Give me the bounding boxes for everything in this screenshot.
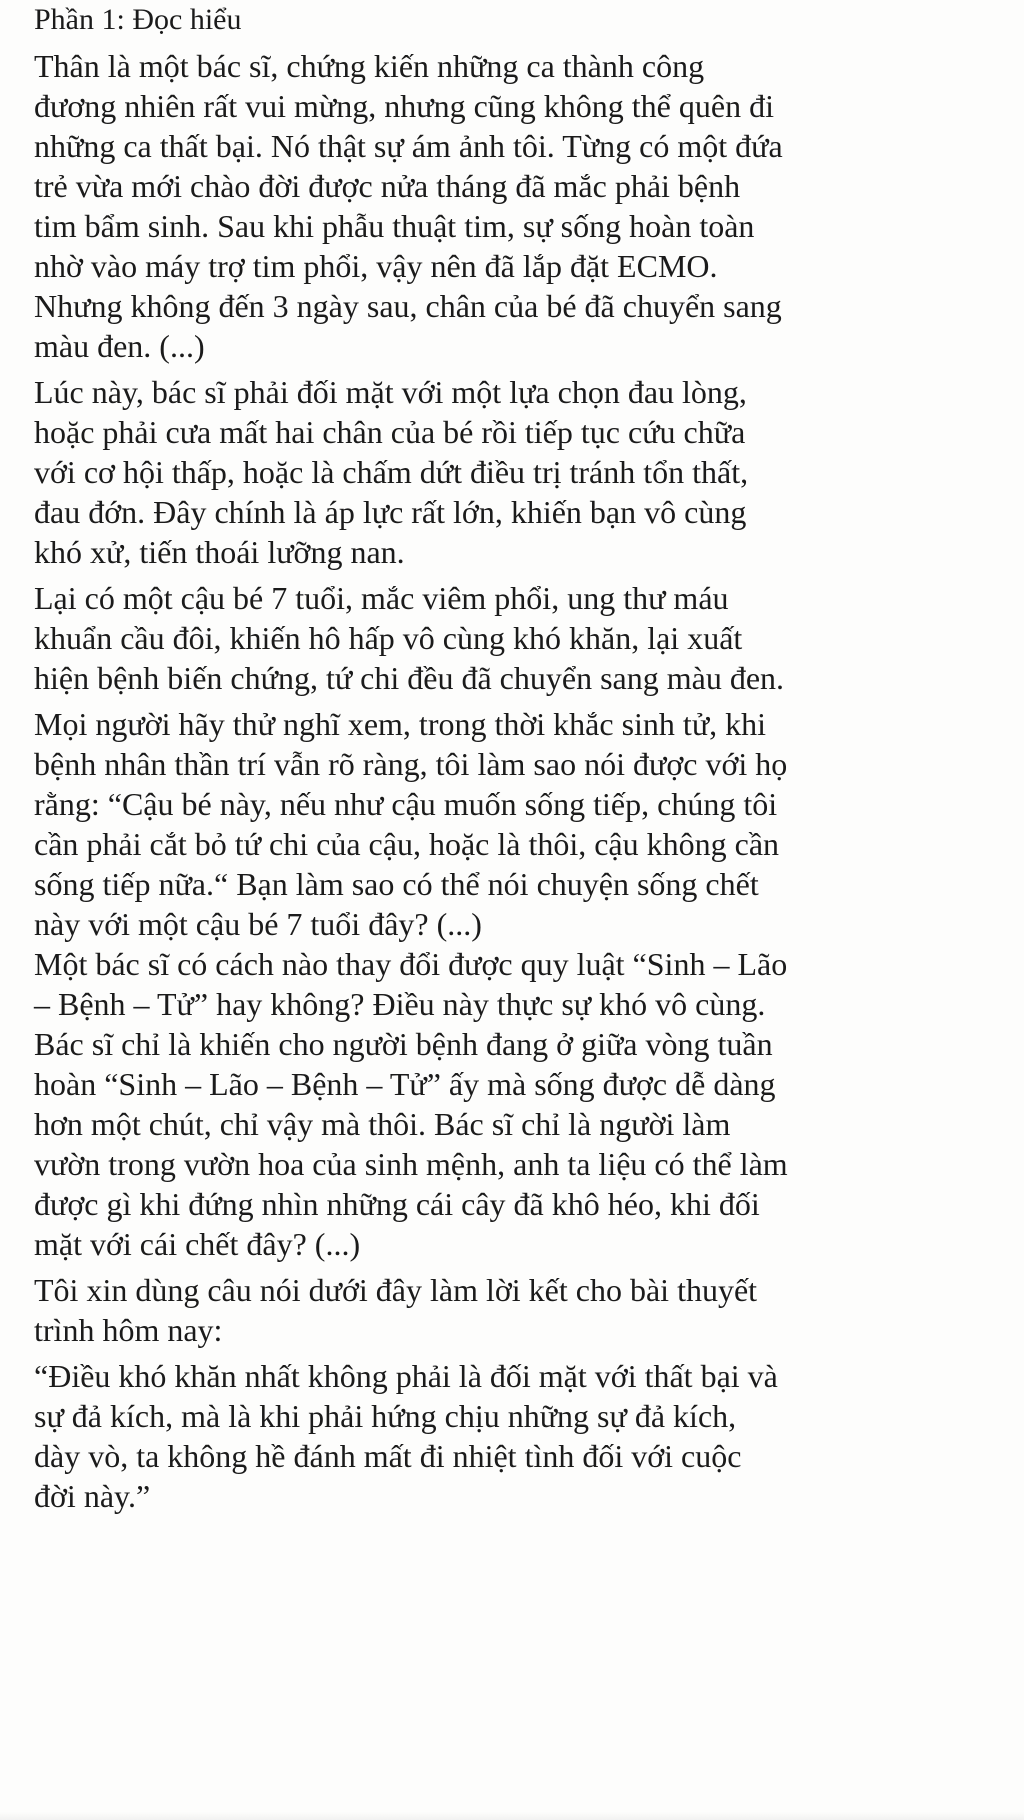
- closing-quote-line-4: đời này.”: [34, 1478, 151, 1514]
- paragraph-2-line-4: đau đớn. Đây chính là áp lực rất lớn, khiến bạn vô cùng: [34, 494, 747, 530]
- paragraph-3-line-3: hiện bệnh biến chứng, tứ chi đều đã chuyển sang màu đen.: [34, 660, 785, 696]
- paragraph-4-line-12: vườn trong vườn hoa của sinh mệnh, anh ta liệu có thể làm: [34, 1146, 788, 1182]
- paragraph-4-line-14: mặt với cái chết đây? (...): [34, 1226, 361, 1262]
- paragraph-5-line-2: trình hôm nay:: [34, 1312, 223, 1348]
- paragraph-5-line-1: Tôi xin dùng câu nói dưới đây làm lời kết cho bài thuyết: [34, 1272, 758, 1308]
- paragraph-1-line-7: Nhưng không đến 3 ngày sau, chân của bé đã chuyển sang: [34, 288, 782, 324]
- paragraph-4-line-1: Mọi người hãy thử nghĩ xem, trong thời khắc sinh tử, khi: [34, 706, 767, 742]
- paragraph-4-line-9: Bác sĩ chỉ là khiến cho người bệnh đang ở giữa vòng tuần: [34, 1026, 773, 1062]
- paragraph-4-line-13: được gì khi đứng nhìn những cái cây đã khô héo, khi đối: [34, 1186, 760, 1222]
- paragraph-4-line-6: này với một cậu bé 7 tuổi đây? (...): [34, 906, 482, 942]
- paragraph-2-line-5: khó xử, tiến thoái lưỡng nan.: [34, 534, 405, 570]
- paragraph-1-line-1: Thân là một bác sĩ, chứng kiến những ca thành công: [34, 48, 705, 84]
- paragraph-1-line-4: trẻ vừa mới chào đời được nửa tháng đã mắc phải bệnh: [34, 168, 741, 204]
- paragraph-1-line-6: nhờ vào máy trợ tim phổi, vậy nên đã lắp đặt ECMO.: [34, 248, 718, 284]
- page-bottom-edge: [0, 1812, 1024, 1820]
- paragraph-4-line-10: hoàn “Sinh – Lão – Bệnh – Tử” ấy mà sống được dễ dàng: [34, 1066, 776, 1102]
- paragraph-4-line-11: hơn một chút, chỉ vậy mà thôi. Bác sĩ chỉ là người làm: [34, 1106, 731, 1142]
- reading-passage: [34, 0, 1009, 1516]
- paragraph-3-line-1: Lại có một cậu bé 7 tuổi, mắc viêm phổi, ung thư máu: [34, 580, 729, 616]
- paragraph-4-line-4: cần phải cắt bỏ tứ chi của cậu, hoặc là thôi, cậu không cần: [34, 826, 780, 862]
- paragraph-4-line-8: – Bệnh – Tử” hay không? Điều này thực sự khó vô cùng.: [34, 986, 766, 1022]
- paragraph-3-line-2: khuẩn cầu đôi, khiến hô hấp vô cùng khó khăn, lại xuất: [34, 620, 743, 656]
- paragraph-4-line-2: bệnh nhân thần trí vẫn rõ ràng, tôi làm sao nói được với họ: [34, 746, 788, 782]
- paragraph-1-line-8: màu đen. (...): [34, 328, 205, 364]
- closing-quote-line-2: sự đả kích, mà là khi phải hứng chịu những sự đả kích,: [34, 1398, 737, 1434]
- paragraph-4-line-5: sống tiếp nữa.“ Bạn làm sao có thể nói chuyện sống chết: [34, 866, 759, 902]
- closing-quote-line-1: “Điều khó khăn nhất không phải là đối mặt với thất bại và: [34, 1358, 778, 1394]
- paragraph-2-line-1: Lúc này, bác sĩ phải đối mặt với một lựa chọn đau lòng,: [34, 374, 747, 410]
- section-heading: Phần 1: Đọc hiểu: [34, 3, 242, 36]
- paragraph-1: [34, 46, 1009, 366]
- paragraph-4-line-3: rằng: “Cậu bé này, nếu như cậu muốn sống tiếp, chúng tôi: [34, 786, 778, 822]
- closing-quote-line-3: dày vò, ta không hề đánh mất đi nhiệt tình đối với cuộc: [34, 1438, 742, 1474]
- closing-quote: [34, 1356, 1009, 1516]
- paragraph-2-line-3: với cơ hội thấp, hoặc là chấm dứt điều trị tránh tổn thất,: [34, 454, 749, 490]
- paragraph-4-line-7: Một bác sĩ có cách nào thay đổi được quy luật “Sinh – Lão: [34, 946, 788, 982]
- paragraph-1-line-5: tim bẩm sinh. Sau khi phẫu thuật tim, sự sống hoàn toàn: [34, 208, 755, 244]
- paragraph-1-line-3: những ca thất bại. Nó thật sự ám ảnh tôi. Từng có một đứa: [34, 128, 783, 164]
- paragraph-5: [34, 1270, 1009, 1350]
- paragraph-2: [34, 372, 1009, 572]
- paragraph-4: [34, 704, 1009, 1264]
- paragraph-2-line-2: hoặc phải cưa mất hai chân của bé rồi tiếp tục cứu chữa: [34, 414, 746, 450]
- paragraph-3: [34, 578, 1009, 698]
- paragraph-1-line-2: đương nhiên rất vui mừng, nhưng cũng không thể quên đi: [34, 88, 774, 124]
